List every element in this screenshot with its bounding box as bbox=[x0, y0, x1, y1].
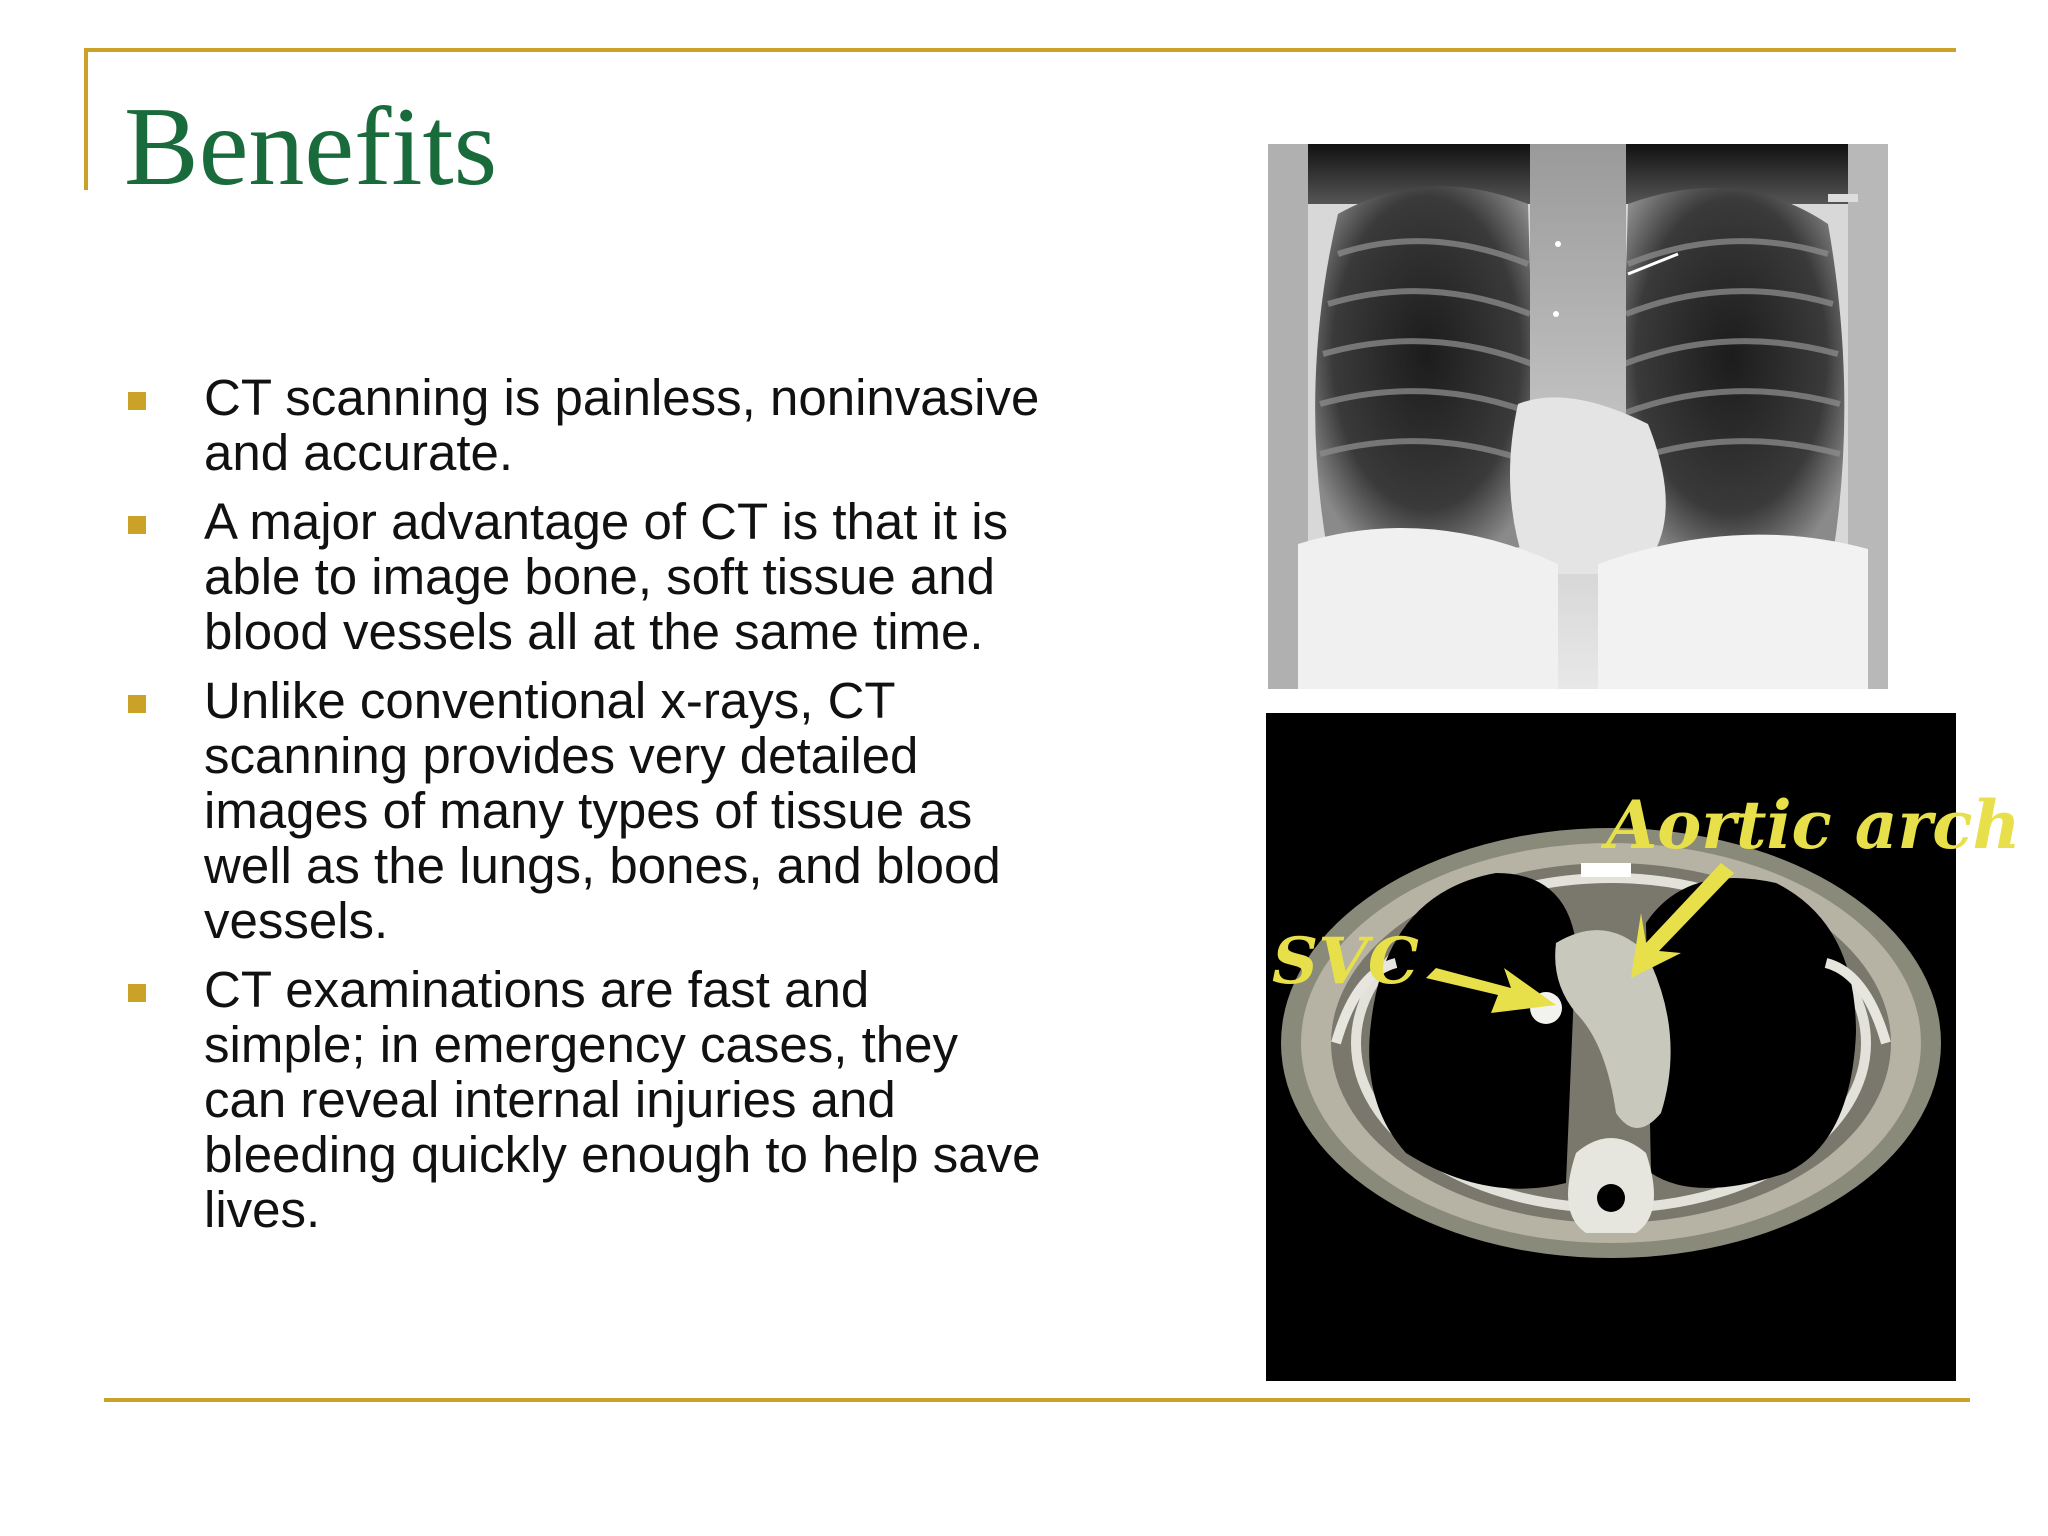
bullet-list bbox=[124, 370, 1044, 1251]
chest-xray-image bbox=[1268, 144, 1888, 689]
bullet-square-icon bbox=[128, 392, 146, 410]
bullet-item bbox=[124, 673, 1044, 948]
bullet-text: CT examinations are fast and simple; in emergency cases, they can reveal internal injuries and bleeding quickly enough to help save lives. bbox=[204, 961, 1041, 1238]
svc-label: SVC bbox=[1272, 924, 1419, 999]
bullet-square-icon bbox=[128, 695, 146, 713]
top-rule bbox=[84, 48, 1956, 52]
bullet-item bbox=[124, 494, 1044, 659]
slide-title: Benefits bbox=[124, 85, 498, 209]
bullet-text: A major advantage of CT is that it is able to image bone, soft tissue and blood vessels all at the same time. bbox=[204, 493, 1009, 660]
left-rule bbox=[84, 48, 88, 190]
bottom-rule bbox=[104, 1398, 1970, 1402]
bullet-item bbox=[124, 370, 1044, 480]
aortic-arch-label: Aortic arch bbox=[1606, 786, 2021, 864]
bullet-item bbox=[124, 962, 1044, 1237]
bullet-text: Unlike conventional x-rays, CT scanning provides very detailed images of many types of tissue as well as the lungs, bones, and blood vessels. bbox=[204, 672, 1001, 949]
bullet-square-icon bbox=[128, 984, 146, 1002]
bullet-text: CT scanning is painless, noninvasive and accurate. bbox=[204, 369, 1040, 481]
ct-scan-image bbox=[1266, 713, 2021, 1381]
bullet-square-icon bbox=[128, 516, 146, 534]
